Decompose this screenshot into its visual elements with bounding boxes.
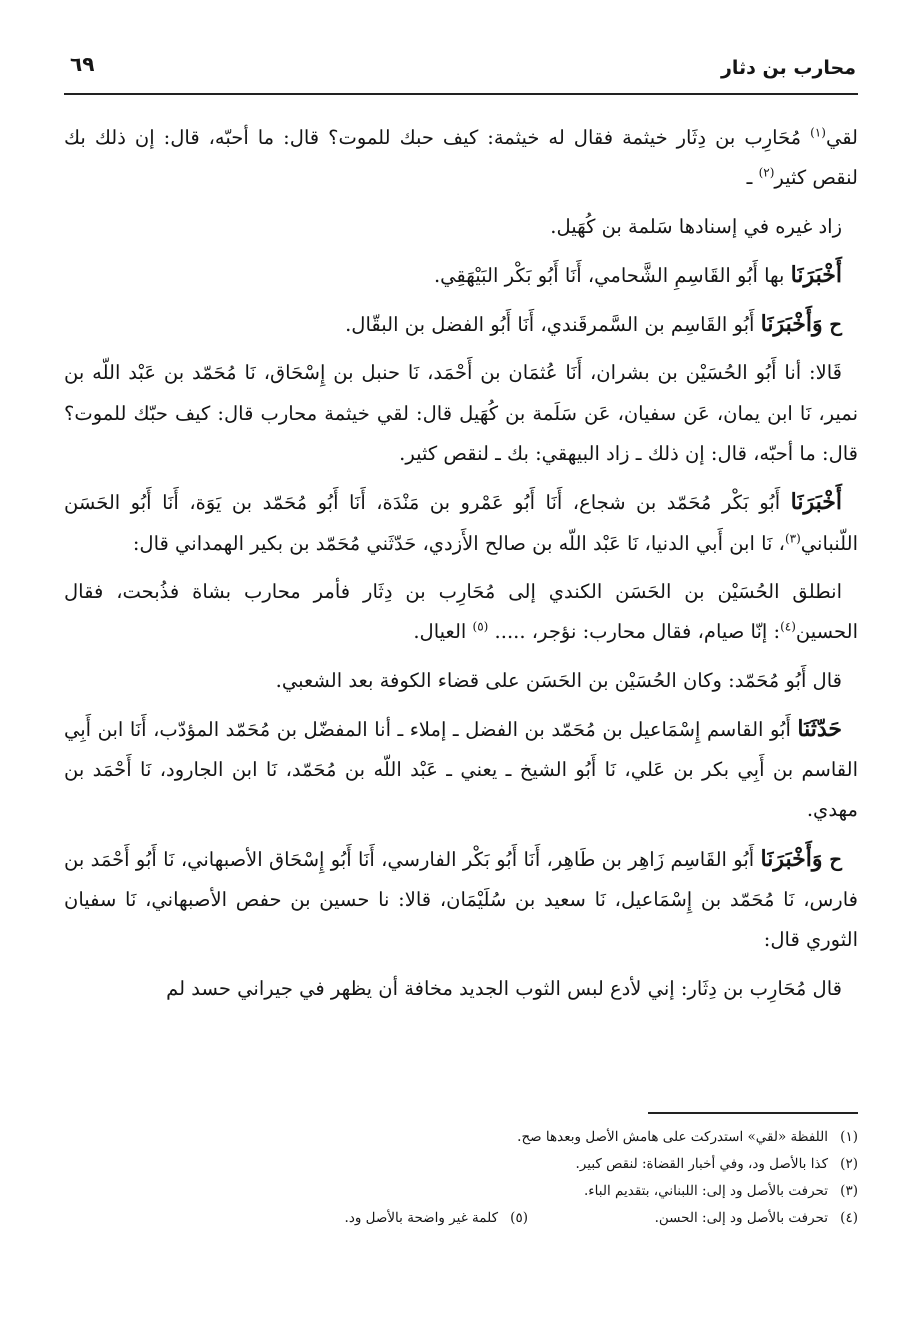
footnote-divider bbox=[648, 1112, 858, 1114]
isnad-keyword: وَأَخْبَرَنَا bbox=[760, 311, 823, 338]
footnote-ref-3[interactable]: (٣) bbox=[784, 531, 801, 546]
isnad-keyword: حَدّثَنَا bbox=[797, 715, 842, 742]
footnote-ref-1[interactable]: (١) bbox=[810, 125, 826, 140]
running-title: محارب بن دثار bbox=[720, 57, 856, 79]
paragraph-11: قال مُحَارِب بن دِثَار: إني لأدع لبس الثوب الجديد مخافة أن يظهر في جيراني حسد لم bbox=[166, 976, 842, 1000]
isnad-keyword: وَأَخْبَرَنَا bbox=[760, 845, 823, 872]
paragraph-1 bbox=[64, 118, 858, 199]
footnote-text: تحرفت بالأصل ود إلى: الحسن. bbox=[654, 1210, 828, 1226]
footnote-1 bbox=[64, 1124, 858, 1151]
text-run: مُحَارِب بن دِثَار خيثمة فقال له خيثمة: كيف حبك للموت؟ قال: ما أحبّه، قال: إن ذلك بك لنقص كثير bbox=[64, 126, 858, 190]
footnote-2 bbox=[64, 1151, 858, 1178]
footnote-ref-4[interactable]: (٤) bbox=[780, 619, 796, 634]
text-run: العيال. bbox=[413, 620, 473, 644]
paragraph-7 bbox=[64, 572, 858, 653]
footnote-text: تحرفت بالأصل ود إلى: اللبناني، بتقديم الباء. bbox=[584, 1183, 828, 1199]
text-run: لقي bbox=[825, 126, 858, 149]
main-text bbox=[64, 118, 858, 1017]
footnote-text: كذا بالأصل ود، وفي أخبار القضاة: لنقص كبير. bbox=[575, 1156, 828, 1172]
footnote-number: (٣) bbox=[840, 1183, 858, 1199]
text-run: أَبُو القَاسِم بن السَّمرقَندي، أَنَا أَبُو الفضل بن البقّال. bbox=[345, 313, 761, 337]
footnote-ref-2[interactable]: (٢) bbox=[758, 165, 775, 180]
paragraph-10 bbox=[64, 839, 858, 961]
footnote-number: (٤) bbox=[840, 1210, 858, 1226]
paragraph-2: زاد غيره في إسنادها سَلمة بن كُهَيل. bbox=[550, 214, 842, 238]
tahwil-marker: ح bbox=[822, 313, 842, 337]
isnad-keyword: أَخْبَرَنَا bbox=[790, 489, 842, 516]
text-run: أَبُو القَاسِم زَاهِر بن طَاهِر، أَنَا أَبُو بَكْر الفارسي، أَنَا أَبُو إِسْحَاق الأصبهاني، نَا أَبُو أَحْمَد بن فارس، نَا مُحَمّد بن إِسْمَاعيل، نَا سعيد بن سُلَيْمَان، قالا: نا حسين بن حفص الأصبهاني، نَا سفيان الثوري قال: bbox=[64, 847, 858, 952]
paragraph-9 bbox=[64, 709, 858, 831]
text-run: أَبُو بَكْر مُحَمّد بن شجاع، أَنَا أَبُو عَمْرو بن مَنْدَة، أَنَا أَبُو مُحَمّد بن يَوَة، أَنَا أَبُو الحَسَن اللّنباني bbox=[64, 491, 858, 555]
paragraph-8: قال أَبُو مُحَمّد: وكان الحُسَيْن بن الحَسَن على قضاء الكوفة بعد الشعبي. bbox=[275, 668, 842, 692]
footnote-number: (١) bbox=[840, 1129, 858, 1145]
footnote-number: (٥) bbox=[510, 1210, 528, 1226]
text-run: انطلق الحُسَيْن بن الحَسَن الكندي إلى مُحَارِب بن دِثَار فأمر محارب بشاة فذُبحت، فقال الحسين bbox=[64, 579, 858, 644]
footnote-3 bbox=[64, 1178, 858, 1205]
page-number: ٦٩ bbox=[70, 52, 95, 76]
paragraph-4 bbox=[64, 304, 858, 345]
footnote-row bbox=[64, 1205, 858, 1232]
footnote-4 bbox=[528, 1205, 858, 1232]
footnote-number: (٢) bbox=[840, 1156, 858, 1172]
text-run: ، نَا ابن أَبي الدنيا، نَا عَبْد اللّه بن صالح الأَزدي، حَدّثَني مُحَمّد بن بكير الهمداني قال: bbox=[132, 531, 785, 555]
paragraph-3 bbox=[64, 255, 858, 296]
paragraph-6 bbox=[64, 482, 858, 564]
illegible-gap: ..... bbox=[488, 620, 526, 644]
footnote-text: اللفظة «لقي» استدركت على هامش الأصل وبعدها صح. bbox=[517, 1129, 828, 1145]
text-run: ـ bbox=[746, 166, 759, 190]
paragraph-5: قَالا: أنا أَبُو الحُسَيْن بن بشران، أَنَا عُثمَان بن أَحْمَد، نَا حنبل بن إِسْحَاق، نَا مُحَمّد بن عَبْد اللّه بن نمير، نَا ابن يمان، عَن سفيان، عَن سَلَمة بن كُهَيل قال: لقي خيثمة محارب قال: كيف حبّك للموت؟ قال: ما أحبّه، قال: إن ذلك ـ زاد البيهقي: بك ـ لنقص كثير. bbox=[64, 361, 858, 466]
footnote-text: كلمة غير واضحة بالأصل ود. bbox=[344, 1210, 498, 1226]
isnad-keyword: أَخْبَرَنَا bbox=[790, 261, 842, 288]
header-divider bbox=[64, 93, 858, 95]
footnotes bbox=[64, 1124, 858, 1232]
text-run: : إنّا صيام، فقال محارب: نؤجر، bbox=[525, 620, 781, 644]
tahwil-marker: ح bbox=[822, 847, 842, 871]
text-run: أَبُو القاسم إِسْمَاعيل بن مُحَمّد بن الفضل ـ إملاء ـ أنا المفضّل بن مُحَمّد المؤدّب، أَنَا ابن أَبِي القاسم بن أَبِي بكر بن عَلي، نَا أَبُو الشيخ ـ يعني ـ عَبْد اللّه بن مُحَمّد، نَا ابن الجارود، نَا أَحْمَد بن مهدي. bbox=[64, 717, 858, 822]
text-run: بها أَبُو القَاسِمِ الشَّحامي، أَنَا أَبُو بَكْر البَيْهَقِي. bbox=[433, 263, 791, 287]
footnote-5 bbox=[345, 1205, 528, 1232]
footnote-ref-5[interactable]: (٥) bbox=[472, 619, 489, 634]
